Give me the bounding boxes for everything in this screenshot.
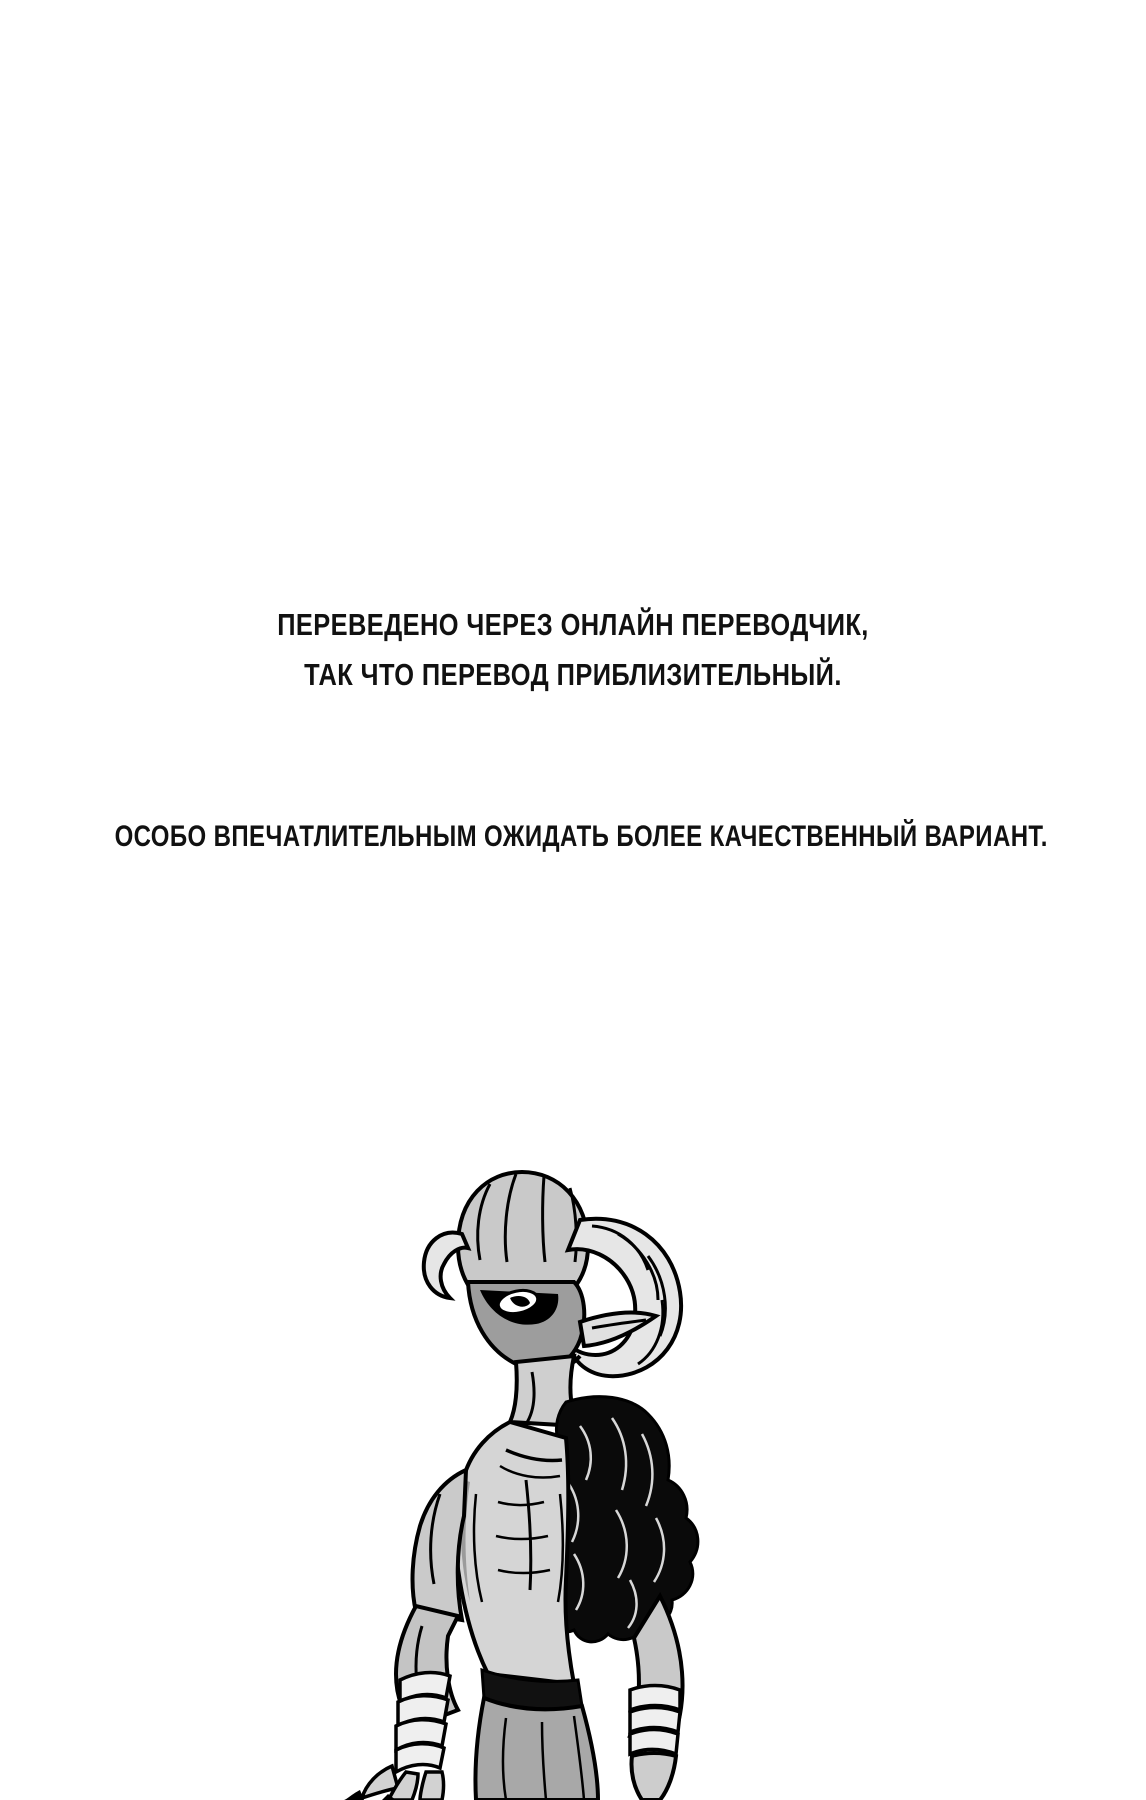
horned-character-illustration [330,1150,850,1800]
upper-arm [413,1470,466,1620]
translation-notice-paragraph-2 [0,812,1146,862]
notice-line-2: ТАК ЧТО ПЕРЕВОД ПРИБЛИЗИТЕЛЬНЫЙ. [304,657,842,692]
hand-fingers [344,1766,444,1800]
right-arm-bandage [630,1686,680,1755]
notice-line-3: ОСОБО ВПЕЧАТЛИТЕЛЬНЫМ ОЖИДАТЬ БОЛЕЕ КАЧЕСТВЕННЫЙ ВАРИАНТ. [114,820,1048,853]
notice-line-1: ПЕРЕВЕДЕНО ЧЕРЕЗ ОНЛАЙН ПЕРЕВОДЧИК, [277,607,869,642]
hand-bandage [396,1673,450,1772]
translation-notice-paragraph-1 [0,600,1146,700]
character-group [344,1172,698,1800]
right-hand [631,1753,676,1800]
